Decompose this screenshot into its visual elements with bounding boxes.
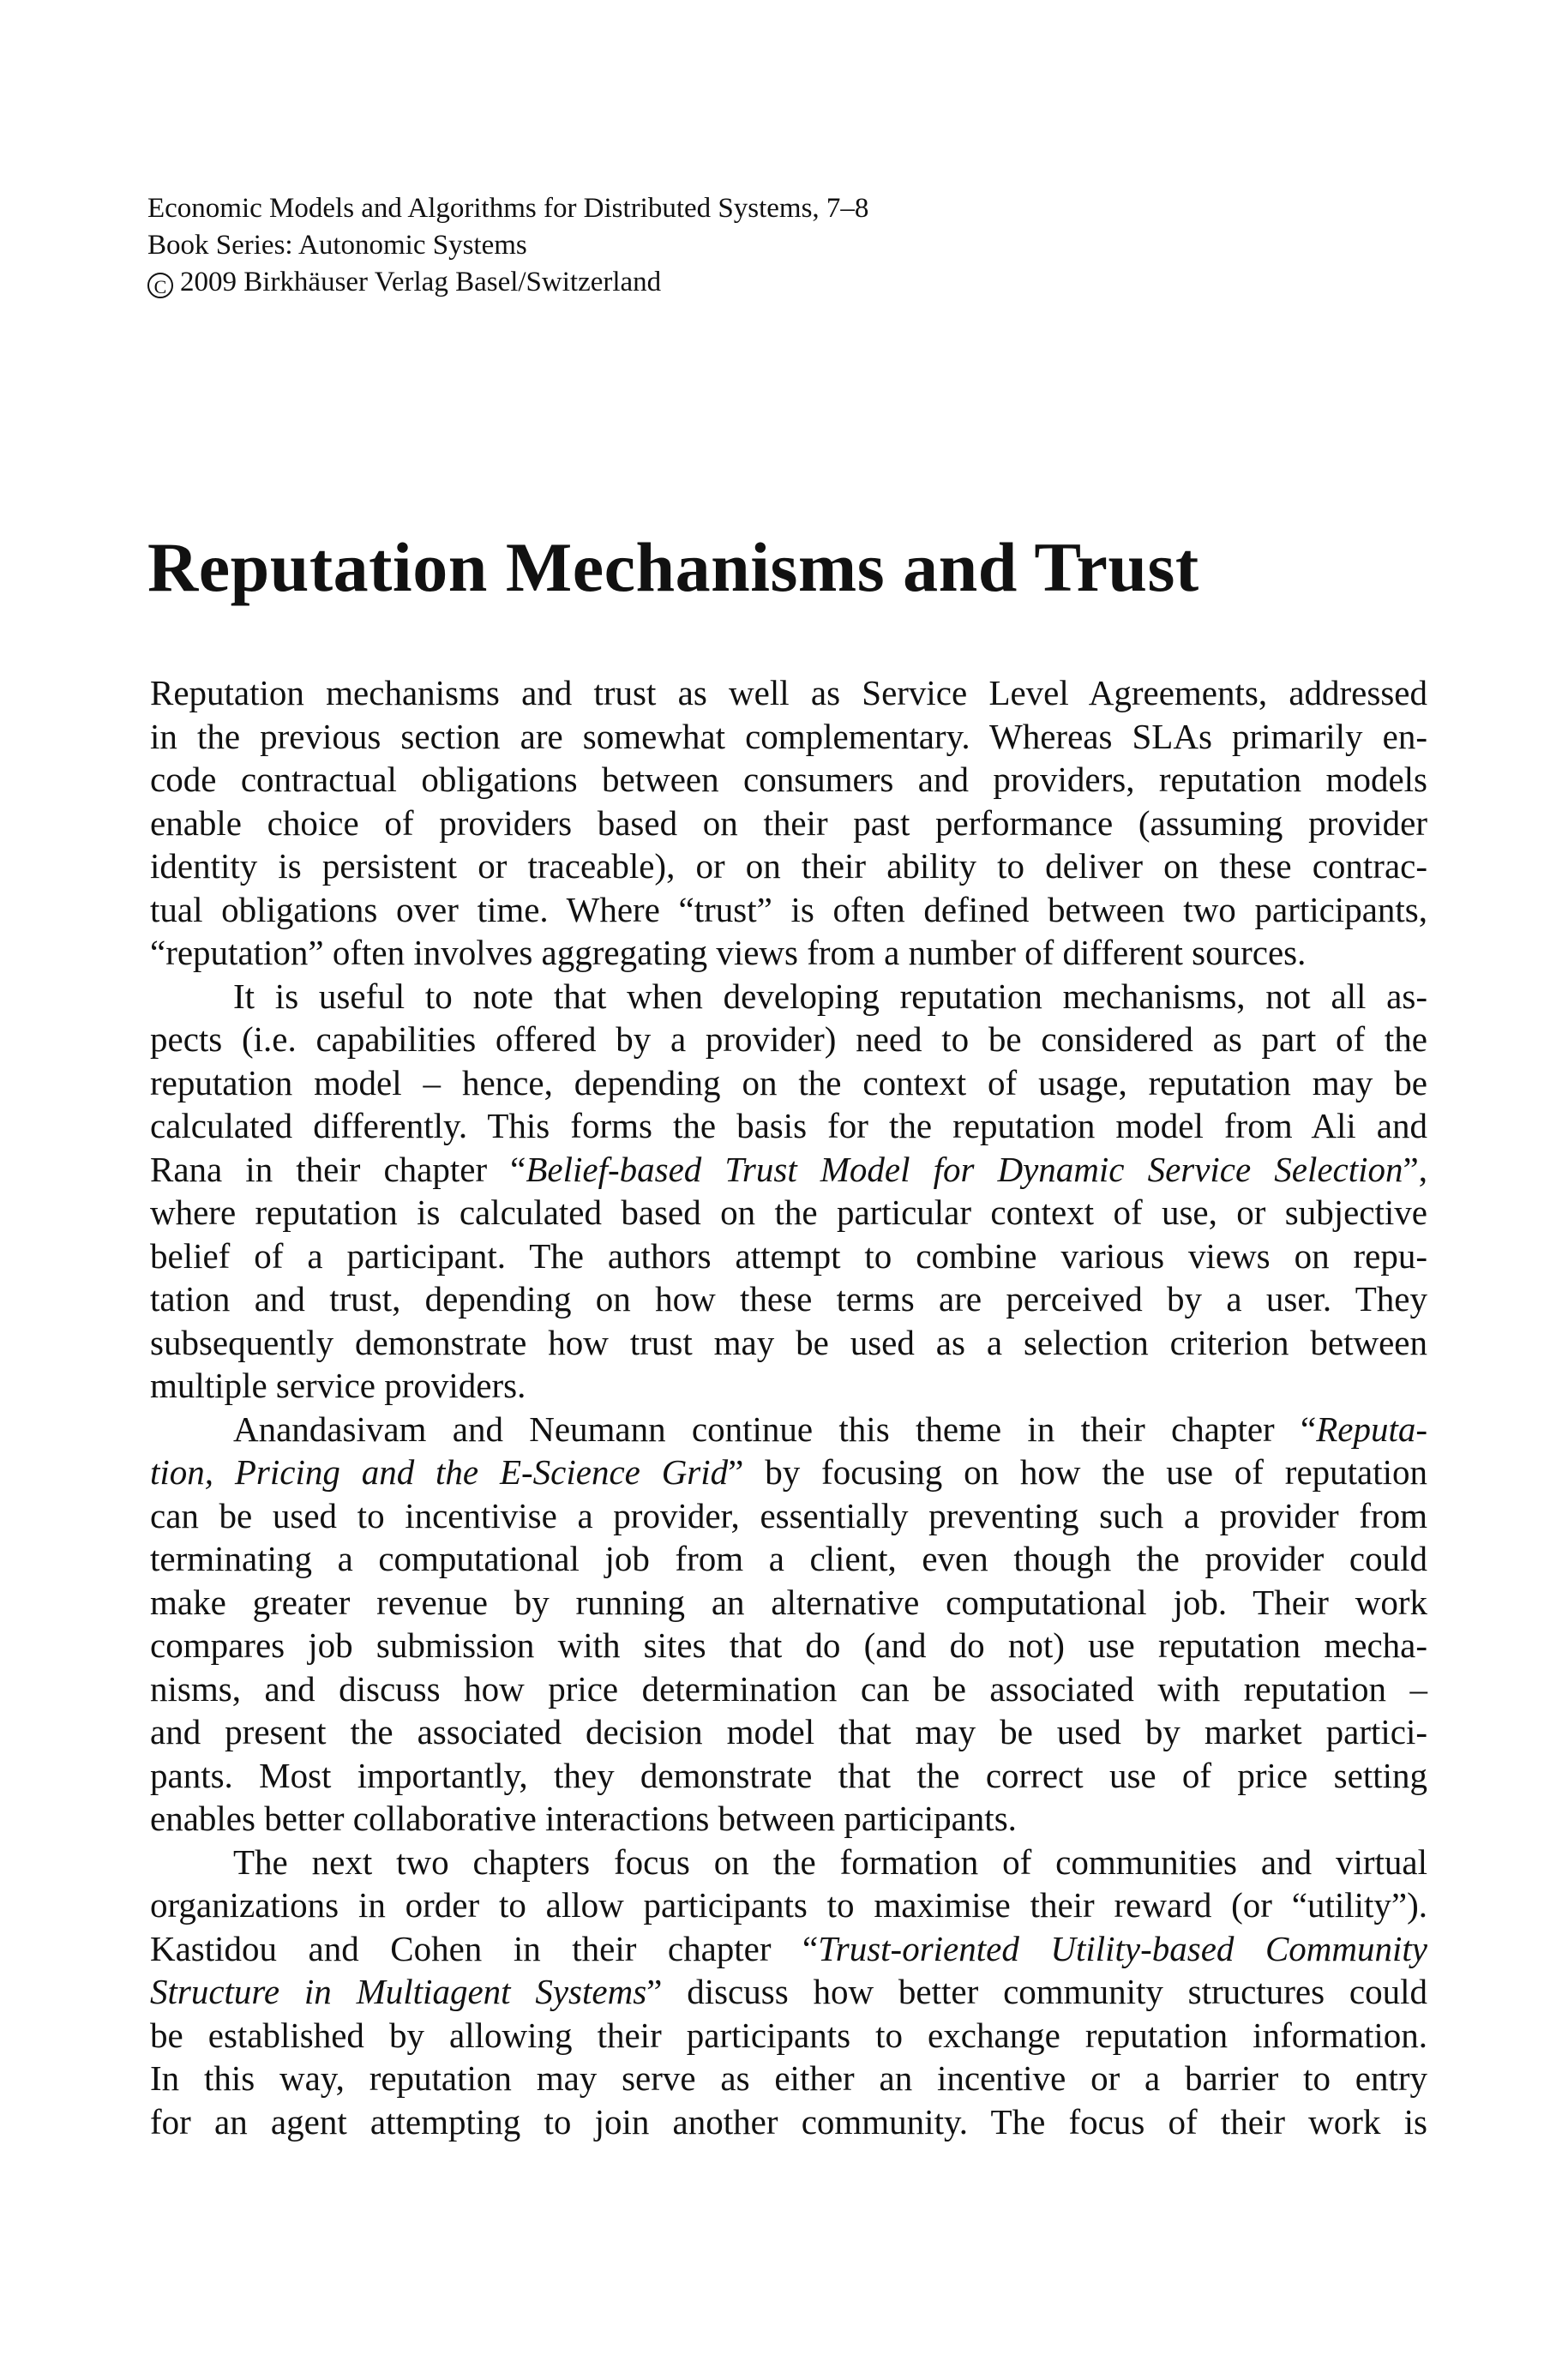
text-segment: enables better collaborative interactions between participants. [150, 1799, 1017, 1838]
text-line [150, 1970, 1427, 2014]
body-text [150, 671, 1427, 2143]
text-line [150, 1927, 1427, 1971]
text-segment: make greater revenue by running an alternative computational job. Their work [150, 1582, 1427, 1622]
text-line [150, 844, 1427, 888]
text-line [150, 2100, 1427, 2144]
text-segment: ” discuss how better community structures could [646, 1972, 1427, 2011]
copyright-line [147, 264, 868, 301]
italic-chapter-title: Structure in Multiagent Systems [150, 1972, 647, 2011]
text-segment: in the previous section are somewhat complementary. Whereas SLAs primarily en- [150, 716, 1427, 756]
text-line [150, 802, 1427, 845]
text-line [150, 1710, 1427, 1754]
text-segment: ”, [1403, 1149, 1427, 1189]
text-segment: pants. Most importantly, they demonstrate that the correct use of price setting [150, 1755, 1427, 1795]
text-line [150, 931, 1427, 975]
text-line [150, 1104, 1427, 1148]
text-segment: ” by focusing on how the use of reputation [728, 1452, 1428, 1492]
text-line [150, 1537, 1427, 1581]
text-line [150, 1841, 1427, 1884]
text-segment: Reputation mechanisms and trust as well as Service Level Agreements, addressed [150, 673, 1427, 712]
italic-chapter-title: Trust-oriented Utility-based Community [818, 1928, 1427, 1968]
text-segment: Rana in their chapter “ [150, 1149, 526, 1189]
text-segment: calculated differently. This forms the basis for the reputation model from Ali and [150, 1106, 1427, 1145]
text-segment: organizations in order to allow participants to maximise their reward (or “utility”). [150, 1885, 1427, 1925]
text-segment: terminating a computational job from a client, even though the provider could [150, 1539, 1427, 1578]
italic-chapter-title: Reputa- [1316, 1409, 1427, 1449]
italic-chapter-title: Belief-based Trust Model for Dynamic Service Selection [526, 1149, 1403, 1189]
text-line [150, 2014, 1427, 2058]
text-line [150, 1061, 1427, 1105]
text-segment: pects (i.e. capabilities offered by a provider) need to be considered as part of the [150, 1019, 1427, 1059]
text-line [150, 1667, 1427, 1711]
text-segment: “reputation” often involves aggregating views from a number of different sources. [150, 933, 1307, 972]
paragraph [150, 1408, 1427, 1841]
text-segment: Kastidou and Cohen in their chapter “ [150, 1928, 819, 1968]
text-line [150, 1148, 1427, 1192]
text-segment: be established by allowing their participants to exchange reputation information. [150, 2015, 1427, 2055]
text-line [150, 1235, 1427, 1278]
text-line [150, 1191, 1427, 1235]
text-segment: compares job submission with sites that do (and do not) use reputation mecha- [150, 1625, 1427, 1665]
chapter-title: Reputation Mechanisms and Trust [147, 528, 1199, 606]
text-segment: Anandasivam and Neumann continue this theme in their chapter “ [233, 1409, 1317, 1449]
text-segment: multiple service providers. [150, 1366, 526, 1405]
text-segment: belief of a participant. The authors attempt to combine various views on repu- [150, 1235, 1427, 1276]
text-segment: and present the associated decision model that may be used by market partici- [150, 1712, 1427, 1751]
text-line [150, 2057, 1427, 2100]
text-line [150, 888, 1427, 932]
text-line [150, 1408, 1427, 1451]
text-segment: can be used to incentivise a provider, essentially preventing such a provider from [150, 1495, 1427, 1535]
text-line [150, 1494, 1427, 1538]
text-line [150, 975, 1427, 1018]
book-header [147, 190, 868, 301]
text-segment: code contractual obligations between consumers and providers, reputation models [150, 760, 1427, 799]
italic-chapter-title: tion, Pricing and the E-Science Grid [150, 1452, 729, 1492]
text-segment: reputation model – hence, depending on the context of usage, reputation may be [150, 1062, 1427, 1102]
text-segment: tation and trust, depending on how these terms are perceived by a user. They [150, 1279, 1427, 1319]
text-line [150, 1624, 1427, 1667]
text-segment: The next two chapters focus on the formation of communities and virtual [233, 1841, 1427, 1882]
text-segment: for an agent attempting to join another community. The focus of their work is [150, 2101, 1427, 2142]
text-segment: tual obligations over time. Where “trust” is often defined between two participants, [150, 889, 1427, 929]
text-line [150, 1451, 1427, 1494]
paragraph [150, 1841, 1427, 2144]
text-segment: It is useful to note that when developing reputation mechanisms, not all as- [233, 976, 1427, 1016]
text-line [150, 1797, 1427, 1841]
text-line [150, 671, 1427, 715]
text-line [150, 1581, 1427, 1625]
copyright-text: 2009 Birkhäuser Verlag Basel/Switzerland [180, 267, 662, 297]
copyright-icon: C [147, 273, 173, 298]
text-line [150, 1018, 1427, 1061]
paragraph [150, 975, 1427, 1408]
text-line [150, 1321, 1427, 1365]
text-line [150, 758, 1427, 802]
text-segment: nisms, and discuss how price determination can be associated with reputation – [150, 1668, 1427, 1709]
text-segment: identity is persistent or traceable), or on their ability to deliver on these contrac- [150, 846, 1427, 886]
paragraph [150, 671, 1427, 975]
text-line [150, 1277, 1427, 1321]
text-segment: subsequently demonstrate how trust may be used as a selection criterion between [150, 1322, 1427, 1362]
text-segment: In this way, reputation may serve as either an incentive or a barrier to entry [150, 2058, 1427, 2098]
book-title-line: Economic Models and Algorithms for Distributed Systems, 7–8 [147, 193, 869, 224]
text-line [150, 1883, 1427, 1927]
text-segment: enable choice of providers based on their past performance (assuming provider [150, 802, 1427, 843]
text-segment: where reputation is calculated based on the particular context of use, or subjective [150, 1193, 1427, 1232]
text-line [150, 1364, 1427, 1408]
text-line [150, 715, 1427, 759]
book-series-line: Book Series: Autonomic Systems [147, 230, 527, 261]
text-line [150, 1754, 1427, 1798]
